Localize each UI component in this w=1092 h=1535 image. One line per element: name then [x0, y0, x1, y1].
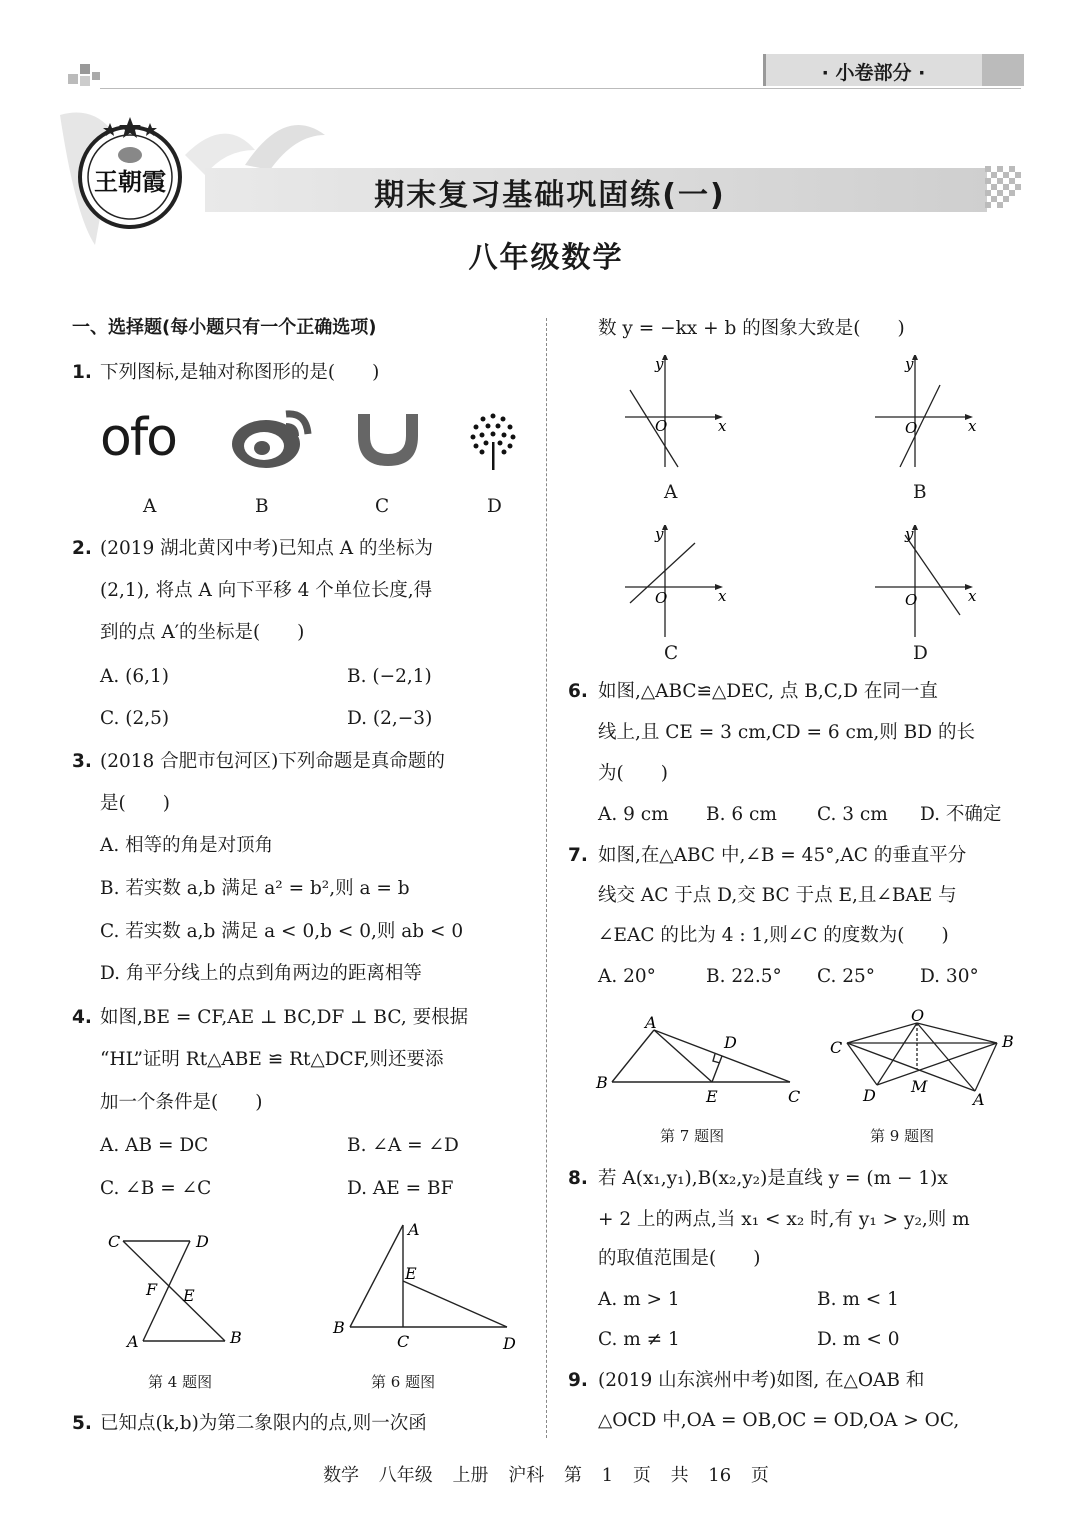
svg-text:x: x [718, 417, 727, 435]
q1-option-a: A [143, 496, 157, 517]
q5-graph-d [870, 525, 980, 645]
fig7-label-e: E [706, 1087, 718, 1106]
svg-text:O: O [655, 589, 668, 607]
q5-line-1: 已知点(k,b)为第二象限内的点,则一次函 [100, 1413, 427, 1434]
q2-line-3: 到的点 A′的坐标是( ) [100, 622, 305, 643]
q5-graph-c [620, 525, 730, 645]
q5-graph-a-label: A [664, 482, 678, 503]
q6-option-b: B. 6 cm [706, 804, 777, 825]
fig6-caption: 第 6 题图 [371, 1373, 436, 1391]
fig4-label-b: B [230, 1328, 242, 1347]
header-rule [100, 88, 1021, 89]
q5-graph-a [620, 355, 730, 475]
fig4-label-d: D [196, 1232, 209, 1251]
q8-option-c: C. m ≠ 1 [598, 1329, 680, 1350]
q9-line-1: (2019 山东滨州中考)如图, 在△OAB 和 [598, 1370, 925, 1391]
q1-number: 1. [72, 362, 92, 383]
fig4-label-c: C [108, 1232, 121, 1251]
q3-option-b: B. 若实数 a,b 满足 a² = b²,则 a = b [100, 878, 410, 899]
q6-line-3: 为( ) [598, 763, 668, 784]
q3-option-d: D. 角平分线上的点到角两边的距离相等 [100, 963, 422, 984]
q4-option-d: D. AE = BF [347, 1178, 454, 1199]
fig6-label-b: B [333, 1318, 345, 1337]
fig7-label-d: D [724, 1033, 737, 1052]
q1-option-b: B [255, 496, 269, 517]
logo-text: 王朝霞 [94, 167, 166, 196]
q1-option-c: C [375, 496, 390, 517]
q7-line-2: 线交 AC 于点 D,交 BC 于点 E,且∠BAE 与 [598, 885, 957, 906]
q4-line-1: 如图,BE = CF,AE ⊥ BC,DF ⊥ BC, 要根据 [100, 1007, 469, 1028]
q5-graph-b-label: B [913, 482, 927, 503]
q7-line-3: ∠EAC 的比为 4 : 1,则∠C 的度数为( ) [598, 925, 949, 946]
weibo-icon [228, 402, 318, 472]
q8-line-1: 若 A(x₁,y₁),B(x₂,y₂)是直线 y = (m − 1)x [598, 1168, 948, 1189]
svg-text:y: y [655, 355, 664, 373]
q2-option-d: D. (2,−3) [347, 708, 433, 729]
dandelion-icon [468, 410, 518, 472]
q4-option-b: B. ∠A = ∠D [347, 1135, 459, 1156]
q6-number: 6. [568, 681, 588, 702]
didi-icon [352, 410, 424, 472]
figure-9 [825, 1003, 1025, 1113]
fig6-label-c: C [397, 1332, 410, 1351]
q4-line-2: “HL”证明 Rt△ABE ≌ Rt△DCF,则还要添 [100, 1049, 444, 1070]
publisher-logo [75, 115, 185, 230]
q5-graph-c-label: C [664, 643, 679, 664]
page-footer: 数学 八年级 上册 沪科 第 1 页 共 16 页 [323, 1465, 769, 1486]
fig9-label-c: C [830, 1038, 843, 1057]
checker-decoration [985, 166, 1025, 214]
q2-option-c: C. (2,5) [100, 708, 170, 729]
q6-option-d: D. 不确定 [920, 804, 1002, 825]
q8-number: 8. [568, 1168, 588, 1189]
svg-text:O: O [655, 417, 668, 435]
q8-option-a: A. m > 1 [598, 1289, 680, 1310]
q3-number: 3. [72, 751, 92, 772]
svg-text:y: y [905, 355, 914, 373]
q8-option-b: B. m < 1 [817, 1289, 899, 1310]
column-divider [546, 318, 547, 1438]
q2-line-2: (2,1), 将点 A 向下平移 4 个单位长度,得 [100, 580, 433, 601]
q3-line-2: 是( ) [100, 793, 170, 814]
q7-option-b: B. 22.5° [706, 966, 782, 987]
q2-option-a: A. (6,1) [100, 666, 169, 687]
q7-option-c: C. 25° [817, 966, 876, 987]
q8-line-3: 的取值范围是( ) [598, 1248, 761, 1269]
q9-number: 9. [568, 1370, 588, 1391]
q7-number: 7. [568, 845, 588, 866]
svg-text:x: x [968, 587, 977, 605]
q7-option-d: D. 30° [920, 966, 979, 987]
q3-option-c: C. 若实数 a,b 满足 a < 0,b < 0,则 ab < 0 [100, 921, 464, 942]
fig9-label-o: O [911, 1006, 925, 1025]
fig4-label-e: E [183, 1286, 195, 1305]
q6-line-1: 如图,△ABC≌△DEC, 点 B,C,D 在同一直 [598, 681, 938, 702]
svg-text:O: O [905, 591, 918, 609]
svg-text:O: O [905, 419, 918, 437]
q6-option-c: C. 3 cm [817, 804, 888, 825]
fig9-caption: 第 9 题图 [870, 1127, 935, 1145]
svg-text:y: y [655, 525, 664, 543]
q6-option-a: A. 9 cm [598, 804, 669, 825]
fig9-label-b: B [1002, 1032, 1014, 1051]
figure-7 [590, 1008, 805, 1118]
fig6-label-a: A [408, 1220, 420, 1239]
q1-option-d: D [487, 496, 502, 517]
q3-line-1: (2018 合肥市包河区)下列命题是真命题的 [100, 751, 445, 772]
fig7-label-b: B [596, 1073, 608, 1092]
section-tag [763, 54, 1024, 86]
q5-number: 5. [72, 1413, 92, 1434]
q5-graph-b [870, 355, 980, 475]
fig9-label-a: A [973, 1090, 985, 1109]
q5-line-2: 数 y = −kx + b 的图象大致是( ) [598, 318, 905, 339]
fig4-label-f: F [146, 1280, 158, 1299]
q2-number: 2. [72, 538, 92, 559]
fig6-label-d: D [503, 1334, 516, 1353]
page-title: 期末复习基础巩固练(一) [374, 178, 726, 213]
page-subtitle: 八年级数学 [468, 240, 624, 274]
q6-line-2: 线上,且 CE = 3 cm,CD = 6 cm,则 BD 的长 [598, 722, 975, 743]
fig9-label-m: M [911, 1077, 928, 1096]
section-tag-label: · 小卷部分 · [821, 62, 926, 84]
q4-number: 4. [72, 1007, 92, 1028]
fig7-label-c: C [788, 1087, 801, 1106]
q8-option-d: D. m < 0 [817, 1329, 900, 1350]
figure-4 [100, 1225, 260, 1355]
svg-text:y: y [905, 525, 914, 543]
q4-option-c: C. ∠B = ∠C [100, 1178, 212, 1199]
q1-stem: 下列图标,是轴对称图形的是( ) [100, 362, 380, 383]
q7-line-1: 如图,在△ABC 中,∠B = 45°,AC 的垂直平分 [598, 845, 967, 866]
fig4-caption: 第 4 题图 [148, 1373, 213, 1391]
q5-graph-d-label: D [913, 643, 928, 664]
section-heading: 一、选择题(每小题只有一个正确选项) [72, 317, 377, 338]
q9-line-2: △OCD 中,OA = OB,OC = OD,OA > OC, [598, 1410, 960, 1431]
q7-option-a: A. 20° [598, 966, 656, 987]
svg-text:x: x [968, 417, 977, 435]
fig7-label-a: A [645, 1013, 657, 1032]
corner-decoration [68, 64, 100, 88]
q4-line-3: 加一个条件是( ) [100, 1092, 263, 1113]
q3-option-a: A. 相等的角是对顶角 [100, 835, 274, 856]
figure-6 [325, 1215, 525, 1360]
q4-option-a: A. AB = DC [100, 1135, 209, 1156]
svg-text:x: x [718, 587, 727, 605]
ofo-logo: ofo [100, 408, 176, 468]
fig4-label-a: A [127, 1332, 139, 1351]
q8-line-2: + 2 上的两点,当 x₁ < x₂ 时,有 y₁ > y₂,则 m [598, 1209, 970, 1230]
fig9-label-d: D [863, 1086, 876, 1105]
fig7-caption: 第 7 题图 [660, 1127, 725, 1145]
q2-option-b: B. (−2,1) [347, 666, 432, 687]
q2-line-1: (2019 湖北黄冈中考)已知点 A 的坐标为 [100, 538, 434, 559]
fig6-label-e: E [405, 1264, 417, 1283]
